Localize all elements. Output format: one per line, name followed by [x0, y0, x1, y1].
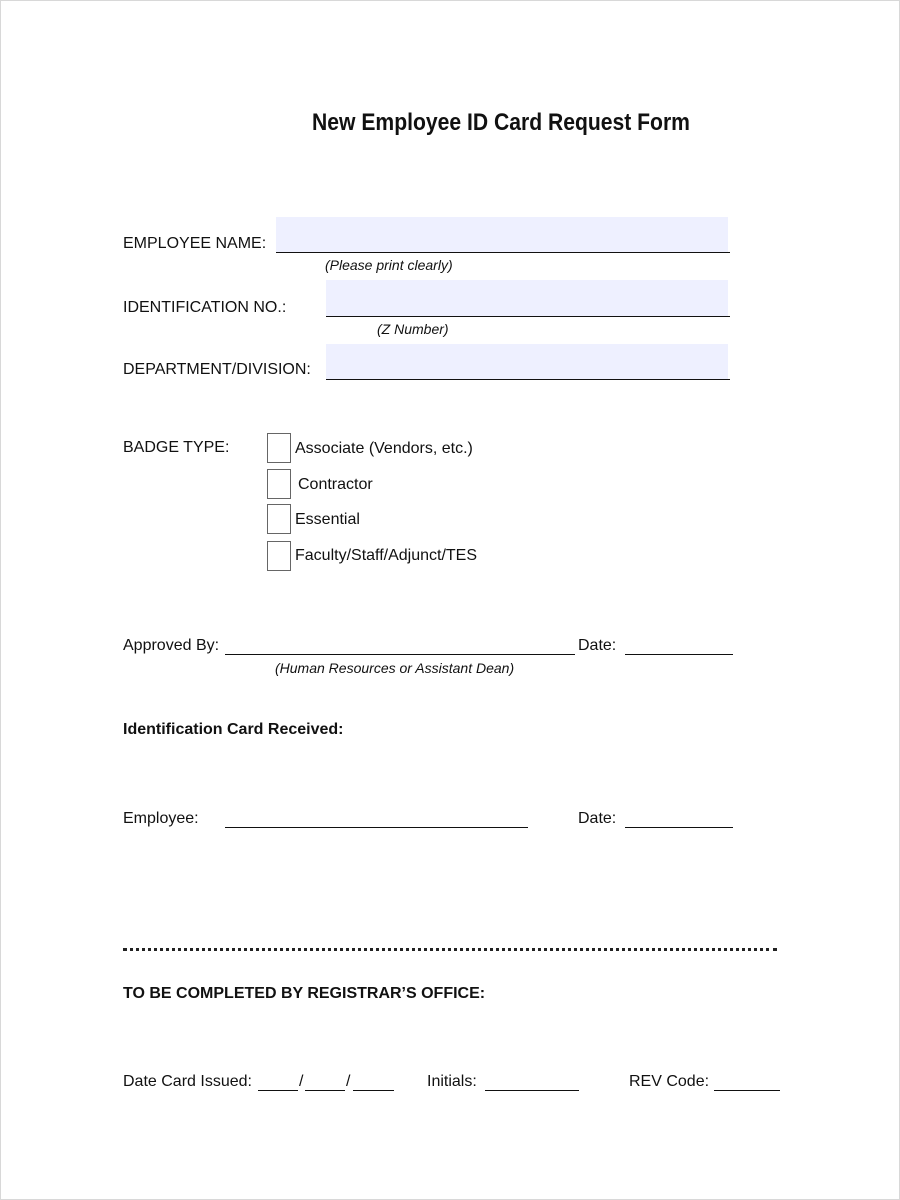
date-card-issued-label: Date Card Issued:: [123, 1073, 252, 1090]
approval-date-label: Date:: [578, 637, 617, 654]
employee-name-hint: (Please print clearly): [325, 257, 453, 273]
employee-name-field[interactable]: [276, 217, 728, 253]
identification-no-hint: (Z Number): [377, 321, 449, 337]
rev-code-label: REV Code:: [629, 1073, 710, 1090]
registrar-heading: TO BE COMPLETED BY REGISTRAR’S OFFICE:: [123, 985, 486, 1002]
badge-associate-checkbox[interactable]: [267, 433, 291, 463]
approval-date-line[interactable]: [625, 654, 733, 655]
employee-name-underline: [276, 252, 730, 253]
badge-associate-label: Associate (Vendors, etc.): [295, 440, 473, 457]
date-slash-2: /: [346, 1073, 351, 1090]
badge-faculty-checkbox[interactable]: [267, 541, 291, 571]
badge-contractor-label: Contractor: [298, 476, 373, 493]
badge-essential-label: Essential: [295, 511, 360, 528]
department-underline: [326, 379, 730, 380]
identification-no-field[interactable]: [326, 280, 728, 316]
employee-signature-label: Employee:: [123, 810, 199, 827]
rev-code-line[interactable]: [714, 1090, 780, 1091]
approved-by-label: Approved By:: [123, 637, 220, 654]
department-field[interactable]: [326, 344, 728, 380]
identification-no-label: IDENTIFICATION NO.:: [123, 299, 287, 316]
badge-faculty-label: Faculty/Staff/Adjunct/TES: [295, 547, 478, 564]
date-issued-year-line[interactable]: [353, 1090, 394, 1091]
date-issued-month-line[interactable]: [258, 1090, 298, 1091]
initials-label: Initials:: [427, 1073, 477, 1090]
section-separator: [123, 948, 777, 951]
initials-line[interactable]: [485, 1090, 579, 1091]
date-slash-1: /: [299, 1073, 304, 1090]
date-issued-day-line[interactable]: [305, 1090, 345, 1091]
badge-essential-checkbox[interactable]: [267, 504, 291, 534]
approved-by-hint: (Human Resources or Assistant Dean): [275, 660, 515, 676]
card-received-heading: Identification Card Received:: [123, 721, 344, 738]
received-date-label: Date:: [578, 810, 617, 827]
badge-type-label: BADGE TYPE:: [123, 439, 230, 456]
badge-contractor-checkbox[interactable]: [267, 469, 291, 499]
identification-no-underline: [326, 316, 730, 317]
page-title: New Employee ID Card Request Form: [312, 109, 690, 136]
employee-signature-line[interactable]: [225, 827, 528, 828]
employee-name-label: EMPLOYEE NAME:: [123, 235, 267, 252]
received-date-line[interactable]: [625, 827, 733, 828]
approved-by-signature-line[interactable]: [225, 654, 575, 655]
department-label: DEPARTMENT/DIVISION:: [123, 361, 311, 378]
